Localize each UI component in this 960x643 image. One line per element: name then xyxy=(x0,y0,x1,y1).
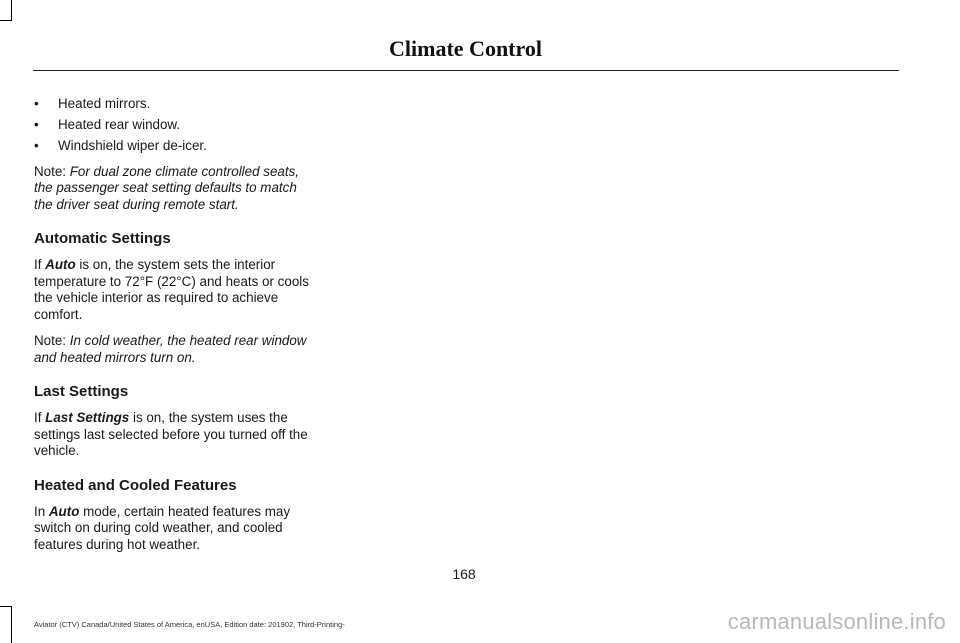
paragraph-text-pre: In xyxy=(34,503,49,519)
crop-mark-top-left-horizontal xyxy=(0,20,12,21)
auto-setting-term: Auto xyxy=(45,257,76,272)
paragraph-last-settings xyxy=(34,410,316,460)
note-remote-start xyxy=(34,164,316,214)
feature-list xyxy=(34,96,316,155)
list-item-text: Windshield wiper de-icer. xyxy=(58,138,207,153)
crop-mark-bottom-left-vertical xyxy=(11,606,12,643)
list-item-text: Heated mirrors. xyxy=(58,96,151,111)
list-item xyxy=(34,138,316,155)
edition-footer: Aviator (CTV) Canada/United States of America, enUSA, Edition date: 201902, Third-Printing- xyxy=(34,620,345,629)
paragraph-text-post: is on, the system sets the interior temperature to 72°F (22°C) and heats or cools the vehicle interior as required to achieve comfort. xyxy=(34,257,309,322)
paragraph-text-pre: If xyxy=(34,257,46,272)
heading-automatic-settings: Automatic Settings xyxy=(34,230,171,247)
bullet-icon: • xyxy=(34,117,39,132)
paragraph-text-post: is on, the system uses the settings last selected before you turned off the vehicle. xyxy=(34,410,308,458)
paragraph-automatic-settings xyxy=(34,257,316,323)
header-rule xyxy=(33,70,899,71)
paragraph-heated-cooled-features xyxy=(34,504,316,554)
note-label: Note: xyxy=(34,163,67,179)
content-column xyxy=(34,96,316,553)
crop-mark-top-left-vertical xyxy=(11,0,12,20)
page-title: Climate Control xyxy=(389,36,542,61)
page-number: 168 xyxy=(452,566,476,582)
list-item xyxy=(34,96,316,113)
paragraph-text-post: mode, certain heated features may switch on during cold weather, and cooled features during hot weather. xyxy=(34,503,291,552)
heading-last-settings: Last Settings xyxy=(34,383,129,400)
last-settings-term: Last Settings xyxy=(45,410,130,425)
note-text: For dual zone climate controlled seats, the passenger seat setting defaults to match the driver seat during remote start. xyxy=(34,163,299,212)
auto-mode-term: Auto xyxy=(48,503,80,519)
paragraph-text-pre: If xyxy=(34,410,46,425)
note-label: Note: xyxy=(34,333,67,348)
note-cold-weather xyxy=(34,333,316,366)
watermark-link[interactable]: carmanualsonline.info xyxy=(727,609,946,634)
bullet-icon: • xyxy=(34,96,39,111)
list-item xyxy=(34,117,316,134)
crop-mark-bottom-left-horizontal xyxy=(0,606,12,607)
note-text: In cold weather, the heated rear window and heated mirrors turn on. xyxy=(34,333,307,365)
heading-heated-cooled-features: Heated and Cooled Features xyxy=(34,476,237,494)
list-item-text: Heated rear window. xyxy=(58,117,181,132)
bullet-icon: • xyxy=(34,138,39,153)
